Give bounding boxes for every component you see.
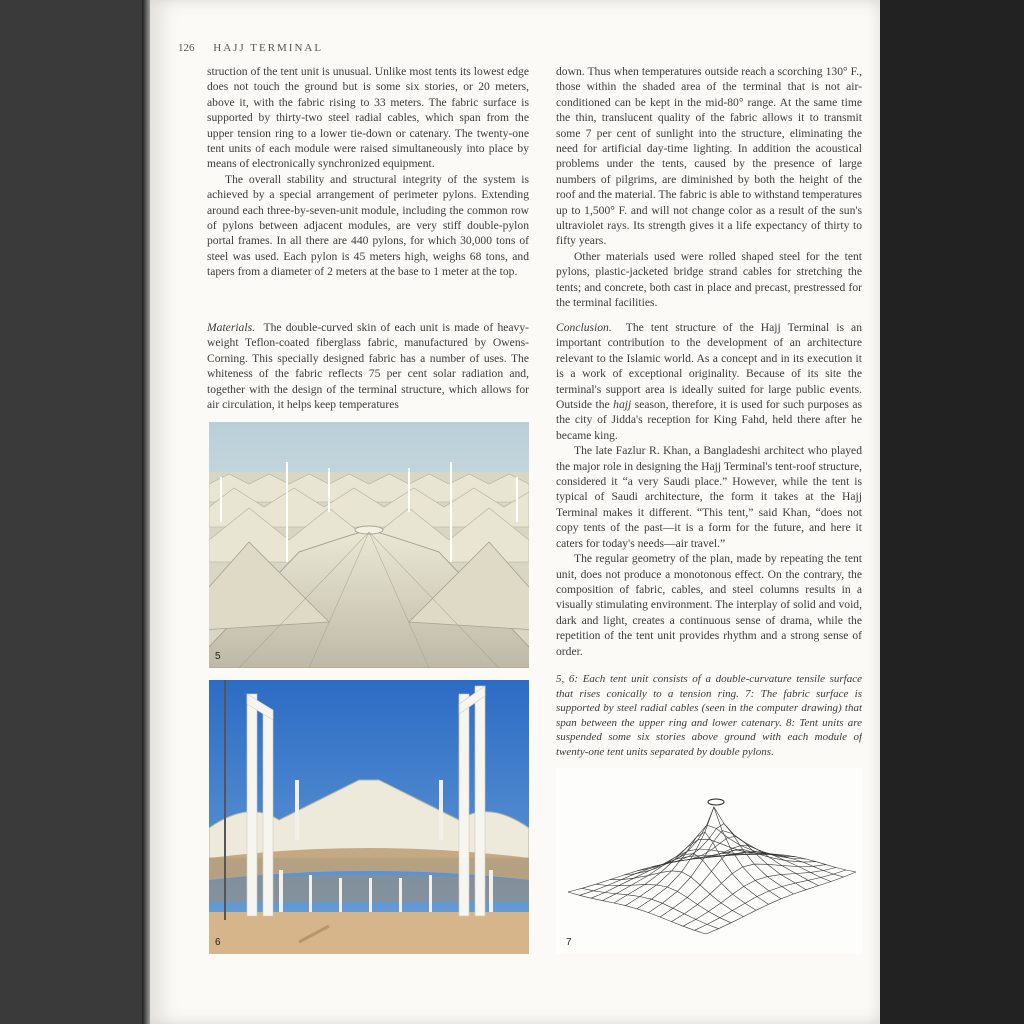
figure-caption: 5, 6: Each tent unit consists of a double-curvature tensile surface that rises conically to a tension ring. 7: The fabric surface is supported by steel radial cables (seen in the computer drawing) that span between the upper ring and lower catenary. 8: Tent units are suspended some six stories above ground with each module of twenty-one tent units separated by double pylons. xyxy=(556,673,862,758)
paragraph: The late Fazlur R. Khan, a Bangladeshi architect who played the major role in designing the Hajj Terminal's tent-roof structure, considered it “a very Saudi place.” However, while the tent is typical of Saudi architecture, the form it takes at the Hajj Terminal makes it different. “This tent,” said Khan, “does not copy tents of the past—it is a form for the future, and here it caters for today's needs—air travel.” xyxy=(556,444,862,550)
scan-background xyxy=(880,0,1024,1024)
section-heading: Conclusion. xyxy=(556,321,612,334)
figure-number: 5 xyxy=(215,651,221,662)
paragraph: The tent structure of the Hajj Terminal is an important contribution to the development of an architecture relevant to the Islamic world. As a concept and in its execution it is a work of exceptional originality. Because of its site the terminal's support area is ideally suited for large public events. Outside the xyxy=(556,321,862,412)
figure-7-drawing xyxy=(556,768,862,954)
materials-section xyxy=(207,320,529,412)
left-column-top xyxy=(207,64,529,280)
paragraph: down. Thus when temperatures outside reach a scorching 130° F., those within the shaded area of the terminal that is not air-conditioned can be kept in the mid-80° range. At the same time the thin, translucent quality of the fabric allows it to transmit some 7 per cent of sunlight into the structure, eliminating the need for artificial day-time lighting. In addition the acoustical problems under the tents, caused by the presence of large numbers of pilgrims, are diminished by both the height of the roof and the material. The fabric is able to withstand temperatures up to 1,500° F. and will not change color as a result of the sun's ultraviolet rays. Its strength gives it a life expectancy of thirty to fifty years. xyxy=(556,65,862,248)
paragraph: The double-curved skin of each unit is made of heavy-weight Teflon-coated fiberglass fabric, manufactured by Owens-Corning. This specially designed fabric has a number of uses. The whiteness of the fabric reflects 75 per cent solar radiation and, together with the design of the terminal structure, which allows for air circulation, it helps keep temperatures xyxy=(207,321,529,412)
running-title: HAJJ TERMINAL xyxy=(213,42,324,54)
conclusion-section xyxy=(556,320,862,659)
wireframe-tent-drawing xyxy=(556,768,862,954)
paragraph: struction of the tent unit is unusual. Unlike most tents its lowest edge does not touch the ground but is some six stories, or 20 meters, above it, with the fabric rising to 33 meters. The fabric surface is supported by thirty-two steel radial cables, which span from the upper tension ring to a lower tie-down or catenary. The twenty-one tent units of each module were raised simultaneously into place by means of electronically synchronized equipment. xyxy=(207,65,529,171)
tent-roofs-illustration xyxy=(209,422,529,668)
running-header xyxy=(178,42,323,54)
figure-number: 6 xyxy=(215,937,221,948)
paragraph: The overall stability and structural integrity of the system is achieved by a special arrangement of perimeter pylons. Extending around each three-by-seven-unit module, including the common row of pylons between adjacent modules, are very stiff double-pylon portal frames. In all there are 440 pylons, for which 30,000 tons of steel was used. Each pylon is 45 meters high, weighs 68 tons, and tapers from a diameter of 2 meters at the base to 1 meter at the top. xyxy=(207,172,529,279)
book-spine xyxy=(142,0,150,1024)
page-number: 126 xyxy=(178,42,195,54)
right-column-top xyxy=(556,64,862,311)
paragraph: season, therefore, it is used for such purposes as the city of Jidda's reception for King Fahd, held there after he became king. xyxy=(556,398,862,442)
paragraph: The regular geometry of the plan, made by repeating the tent unit, does not produce a monotonous effect. On the contrary, the composition of fabric, cables, and steel columns results in a visually stimulating environment. The interplay of solid and void, dark and light, creates a continuous sense of drama, while the repetition of the tent unit provides rhythm and a strong sense of order. xyxy=(556,552,862,658)
figure-6-photo xyxy=(209,680,529,954)
pylons-illustration xyxy=(209,680,529,954)
section-heading: Materials. xyxy=(207,321,255,334)
italic-term: hajj xyxy=(613,398,632,412)
tension-ring xyxy=(708,799,724,805)
figure-5-photo xyxy=(209,422,529,668)
figure-number: 7 xyxy=(566,937,572,948)
paragraph: Other materials used were rolled shaped steel for the tent pylons, plastic-jacketed bridge strand cables for stretching the tents; and concrete, both cast in place and precast, prestressed for the terminal facilities. xyxy=(556,249,862,310)
